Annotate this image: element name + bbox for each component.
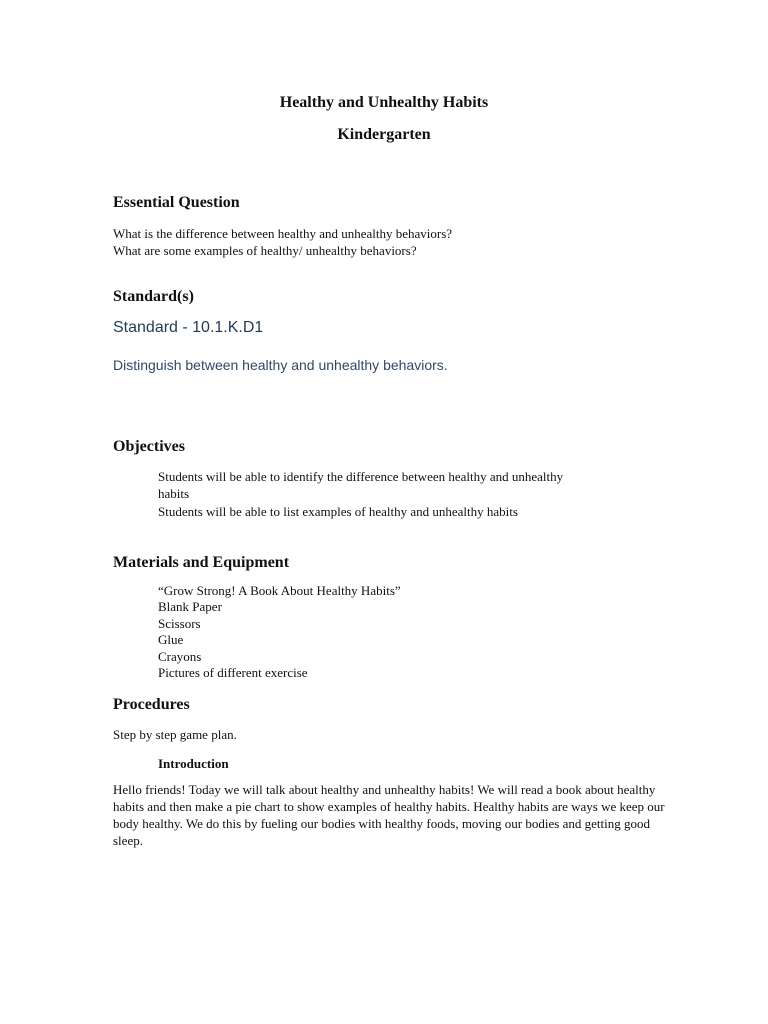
standards-heading: Standard(s) (113, 288, 194, 305)
material-item: Pictures of different exercise (158, 665, 308, 680)
material-item: Glue (158, 632, 184, 647)
objective-line: Students will be able to identify the difference between healthy and unhealthy (158, 469, 564, 484)
objective-line: Students will be able to list examples of healthy and unhealthy habits (158, 504, 518, 519)
essential-question-line: What is the difference between healthy and unhealthy behaviors? (113, 226, 453, 241)
material-item: Blank Paper (158, 599, 222, 614)
material-item: “Grow Strong! A Book About Healthy Habits” (158, 583, 401, 598)
essential-question-line: What are some examples of healthy/ unhealthy behaviors? (113, 243, 417, 258)
objectives-heading: Objectives (113, 438, 185, 455)
material-item: Crayons (158, 649, 202, 664)
material-item: Scissors (158, 616, 201, 631)
procedures-heading: Procedures (113, 696, 190, 713)
introduction-paragraph: Hello friends! Today we will talk about healthy and unhealthy habits! We will read a book about healthy habits and then make a pie chart to show examples of healthy habits. Healthy habits are ways we keep our body healthy. We do this by fueling our bodies with healthy foods, moving our bodies and getting good sleep. (113, 782, 665, 848)
objective-line: habits (158, 486, 190, 501)
document-title: Healthy and Unhealthy Habits (279, 94, 489, 111)
document-subtitle: Kindergarten (337, 126, 431, 143)
introduction-heading: Introduction (158, 756, 229, 771)
standard-code: Standard - 10.1.K.D1 (113, 319, 264, 336)
materials-heading: Materials and Equipment (113, 554, 290, 571)
procedures-intro-line: Step by step game plan. (113, 727, 237, 742)
essential-question-heading: Essential Question (113, 194, 240, 211)
standard-description: Distinguish between healthy and unhealthy behaviors. (113, 357, 448, 373)
